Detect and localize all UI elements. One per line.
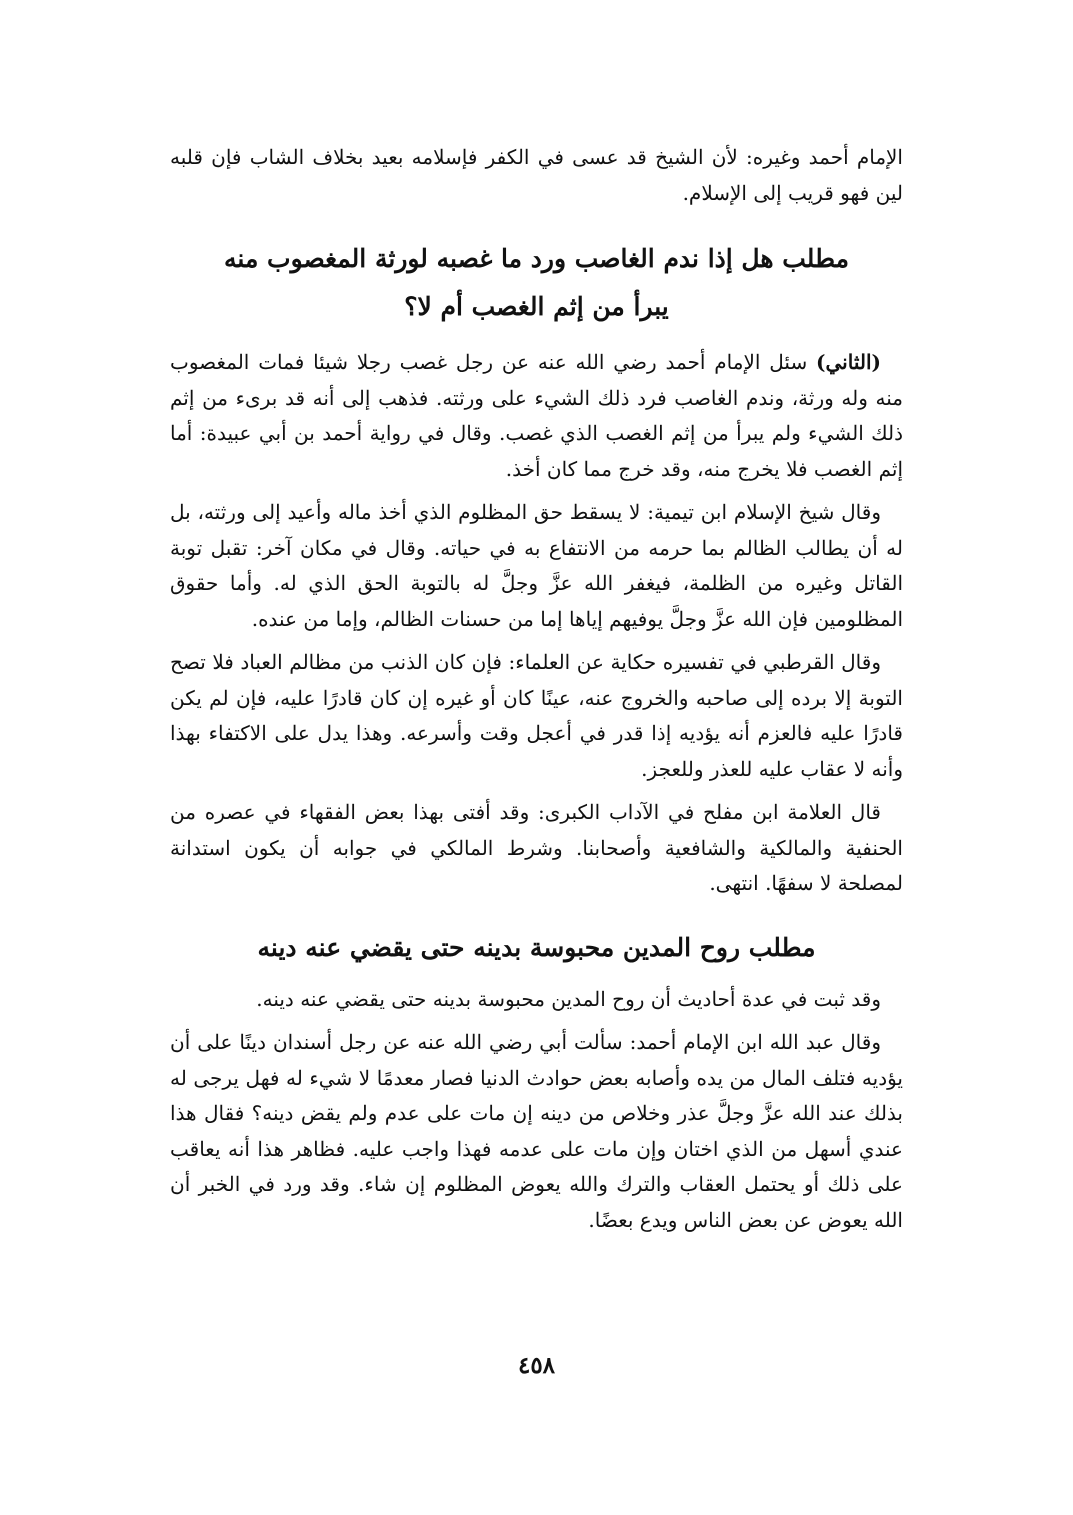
section1-heading-line2: يبرأ من إثم الغصب أم لا؟ (404, 292, 669, 321)
page-number: ٤٥٨ (517, 1352, 556, 1379)
paragraph-body: سئل الإمام أحمد رضي الله عنه عن رجل غصب رجلا شيئا فمات المغصوب منه وله ورثة، وندم الغاصب فرد ذلك الشيء على ورثته. فذهب إلى أنه قد برىء من إثم ذلك الشيء ولم يبرأ من إثم الغصب الذي غصب. وقال في رواية أحمد بن أبي عبيدة: أما إثم الغصب فلا يخرج منه، وقد خرج مما كان أخذ. (170, 350, 903, 481)
paragraph-body: قال العلامة ابن مفلح في الآداب الكبرى: وقد أفتى بهذا بعض الفقهاء في عصره من الحنفية والمالكية والشافعية وأصحابنا. وشرط المالكي في جوابه أن يكون استدانة لمصلحة لا سفهًا. انتهى. (170, 800, 903, 895)
section1-paragraph-2 (170, 495, 903, 637)
paragraph-body: وقال القرطبي في تفسيره حكاية عن العلماء: فإن كان الذنب من مظالم العباد فلا تصح التوبة إلا برده إلى صاحبه والخروج عنه، عينًا كان أو غيره إن كان قادرًا عليه، فإن لم يكن قادرًا عليه فالعزم أنه يؤديه إذا قدر في أعجل وقت وأسرعه. وهذا يدل على الاكتفاء بهذا وأنه لا عقاب عليه للعذر وللعجز. (170, 650, 903, 781)
section1-paragraph-3 (170, 645, 903, 787)
section2-heading: مطلب روح المدين محبوسة بدينه حتى يقضي عنه دينه (257, 932, 816, 962)
section1-heading-line1: مطلب هل إذا ندم الغاصب ورد ما غصبه لورثة المغصوب منه (224, 244, 849, 273)
intro-paragraph: الإمام أحمد وغيره: لأن الشيخ قد عسى في الكفر فإسلامه بعيد بخلاف الشاب فإن قلبه لين فهو قريب إلى الإسلام. (170, 145, 903, 205)
section2-paragraph-2 (170, 1025, 903, 1238)
section1-paragraph-1 (170, 345, 903, 487)
paragraph-body: وقد ثبت في عدة أحاديث أن روح المدين محبوسة بدينه حتى يقضي عنه دينه. (256, 986, 881, 1011)
section2-paragraph-1 (170, 982, 903, 1018)
section1-heading (170, 235, 903, 331)
section1-paragraph-4 (170, 795, 903, 902)
paragraph-body: وقال شيخ الإسلام ابن تيمية: لا يسقط حق المظلوم الذي أخذ ماله وأعيد إلى ورثته، بل له أن يطالب الظالم بما حرمه من الانتفاع به في حياته. وقال في مكان آخر: تقبل توبة القاتل وغيره من الظلمة، فيغفر الله عزَّ وجلَّ له بالتوبة الحق الذي له. وأما حقوق المظلومين فإن الله عزَّ وجلَّ يوفيهم إياها إما من حسنات الظالم، وإما من عنده. (170, 500, 903, 631)
book-page (170, 140, 903, 1238)
paragraph-body: وقال عبد الله ابن الإمام أحمد: سألت أبي رضي الله عنه عن رجل أسندان دينًا على أن يؤديه فتلف المال من يده وأصابه بعض حوادث الدنيا فصار معدمًا لا شيء له فهل يرجى له بذلك عند الله عزَّ وجلَّ عذر وخلاص من دينه إن مات على عدم ولم يقض دينه؟ فقال هذا عندي أسهل من الذي اختان وإن مات على عدمه فهذا واجب عليه. فظاهر هذا أنه يعاقب على ذلك أو يحتمل العقاب والترك والله يعوض المظلوم إن شاء. وقد ورد في الخبر أن الله يعوض عن بعض الناس ويدع بعضًا. (170, 1030, 903, 1232)
paragraph-lead: (الثاني) (816, 350, 881, 374)
